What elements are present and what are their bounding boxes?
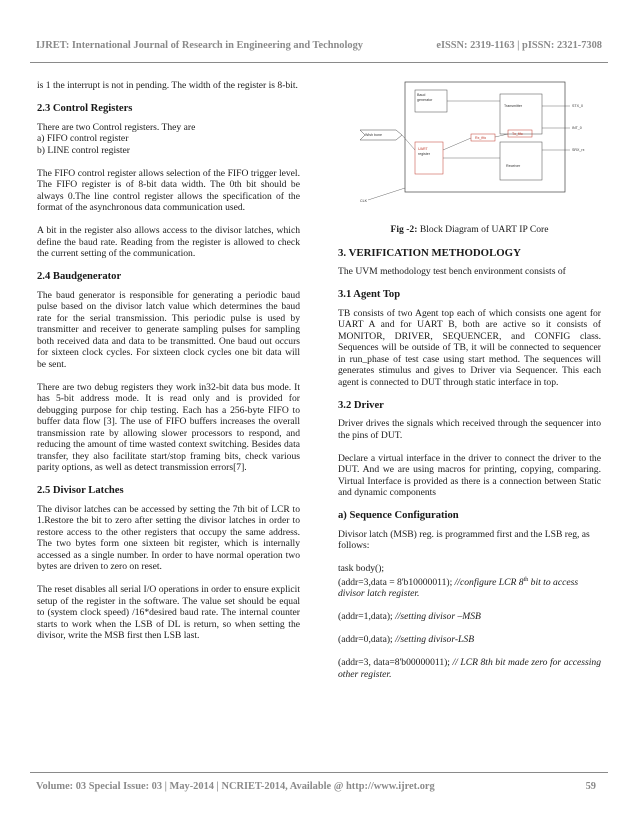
intro-paragraph: is 1 the interrupt is not in pending. The width of the register is 8-bit. <box>37 80 298 91</box>
code-statement: (addr=0,data); <box>338 634 396 646</box>
paragraph: TB consists of two Agent top each of which consists one agent for UART A and for UART B, both are active so it consists of MONITOR, DRIVER, SEQUENCER, and CONFIG class. Sequences will be outside of TB, it will be connected to sequencer in run_phase of test case using start method. The sequences will generates stimulus and gives to Driver via Sequencer. This each agent is connected to DUT through static interface in top. <box>338 307 601 388</box>
code-line: task body(); <box>338 563 385 574</box>
code-line <box>338 575 601 600</box>
label-tx-fifo: Tx_fifo <box>512 132 523 136</box>
label-wishbone: Wish bone <box>365 133 382 137</box>
right-column <box>338 80 601 680</box>
subsection-a-title: a) Sequence Configuration <box>338 510 459 521</box>
uart-block-diagram <box>338 80 601 212</box>
page-number: 59 <box>585 781 596 792</box>
control-registers-list <box>37 122 300 157</box>
label-baud: Baud <box>417 93 426 97</box>
code-comment: // LCR 8th bit made zero for accessing other register. <box>338 657 601 680</box>
paragraph: A bit in the register also allows access to the divisor latches, which define the baud rate. Reading from the register is allowed to check the current setting of the communication. <box>37 225 300 259</box>
paragraph: There are two debug registers they work in32-bit data bus mode. It has 5-bit address mode. It is read only and is provided for debugging purpose for chip testing. Each has a 256-byte FIFO to buffer data flow [3]. The use of FIFO buffers increases the overall transmission rate by allowing slower processors to respond, and reducing the amount of time wasted context switching. Besides data transfer, they also facilitate start/stop framing bits, check various parity options, as well as detect transmission errors[7]. <box>37 381 300 473</box>
paragraph: Divisor latch (MSB) reg. is programmed first and the LSB reg, as follows: <box>338 528 590 551</box>
section-3-1-title: 3.1 Agent Top <box>338 289 401 300</box>
page-footer <box>36 781 596 792</box>
list-intro: There are two Control registers. They are <box>37 121 196 133</box>
code-superscript: th <box>523 576 529 583</box>
figure-caption <box>338 224 601 236</box>
label-rx-fifo: Rx_fifo <box>475 136 487 140</box>
left-column <box>37 80 300 642</box>
diagram-graphic <box>338 80 601 212</box>
section-2-5-title: 2.5 Divisor Latches <box>37 485 124 496</box>
journal-title: IJRET: International Journal of Research in Engineering and Technology <box>36 40 363 51</box>
label-uart: UART <box>418 147 428 151</box>
paragraph: Declare a virtual interface in the driver to connect the driver to the DUT. And we are using macros for printing, copying, comparing. Virtual Interface is provided as there is a connection between Static and dynamic components <box>338 452 601 498</box>
code-line <box>338 611 601 623</box>
list-item: b) LINE control register <box>37 144 130 156</box>
footer-rule <box>30 772 608 773</box>
list-item: a) FIFO control register <box>37 133 129 144</box>
code-statement: (addr=1,data); <box>338 611 396 623</box>
page-header <box>36 40 602 51</box>
code-comment: bit to access divisor latch register. <box>338 576 579 600</box>
label-clk: CLK <box>360 199 367 203</box>
section-3-title: 3. VERIFICATION METHODOLOGY <box>338 246 521 259</box>
label-transmitter: Transmitter <box>504 104 523 108</box>
code-comment: //setting divisor-LSB <box>395 634 475 646</box>
paragraph: The baud generator is responsible for generating a periodic baud pulse based on the divisor latch value which determines the baud rate for the serial transmission. This periodic pulse is used by transmitter and receiver to generate sampling pulses for sampling both received data and data to be transmitted. One baud out occurs for sixteen clock cycles. For sixteen clock cycles one bit data will be sent. <box>37 289 300 370</box>
header-rule <box>30 62 608 63</box>
paragraph: The reset disables all serial I/O operations in order to ensure explicit setup of the register in the software. The value set should be equal to (system clock speed) /16*desired baud rate. The internal counter starts to work when the LSB of DL is return, so when setting the divisor, write the MSB first then LSB last. <box>37 584 300 641</box>
label-receiver: Receiver <box>506 164 521 168</box>
footer-volume: Volume: 03 Special Issue: 03 | May-2014 | NCRIET-2014, Available @ http://www.ijret.org <box>36 781 435 792</box>
section-3-2-title: 3.2 Driver <box>338 399 384 411</box>
label-stx: STX_0 <box>572 104 583 108</box>
code-line <box>338 634 601 646</box>
section-2-4-title: 2.4 Baudgenerator <box>37 271 122 282</box>
paragraph: The divisor latches can be accessed by setting the 7th bit of LCR to 1.Restore the bit to zero after setting the divisor latches in order to restore access to the other registers that occupy the same address. The two bytes form one sixteen bit register, which is internally accessed as a single number. In order to have normal operation two bytes are driven to zero on reset. <box>37 503 300 572</box>
caption-label: Fig -2: <box>390 224 418 235</box>
label-generator: generator <box>417 98 433 102</box>
label-register: register <box>418 152 430 156</box>
label-srx: SRX_rx <box>572 148 585 152</box>
code-statement: (addr=3, data=8'b00000011); <box>338 657 453 669</box>
code-line <box>338 657 601 680</box>
label-int: INT_0 <box>572 126 582 130</box>
code-comment: //configure LCR 8 <box>454 576 524 588</box>
issn: eISSN: 2319-1163 | pISSN: 2321-7308 <box>436 40 602 51</box>
caption-text: Block Diagram of UART IP Core <box>419 224 549 235</box>
paragraph: The UVM methodology test bench environment consists of <box>338 266 566 277</box>
code-statement: (addr=3,data = 8'b10000011); <box>338 576 455 588</box>
section-2-3-title: 2.3 Control Registers <box>37 103 133 114</box>
paragraph: Driver drives the signals which received through the sequencer into the pins of DUT. <box>338 418 601 441</box>
code-comment: //setting divisor –MSB <box>395 611 481 623</box>
paragraph: The FIFO control register allows selection of the FIFO trigger level. The FIFO register is of 8-bit data width. The 0th bit should be always 0.The line control register allows the specification of the format of the asynchronous data communication used. <box>37 167 300 213</box>
